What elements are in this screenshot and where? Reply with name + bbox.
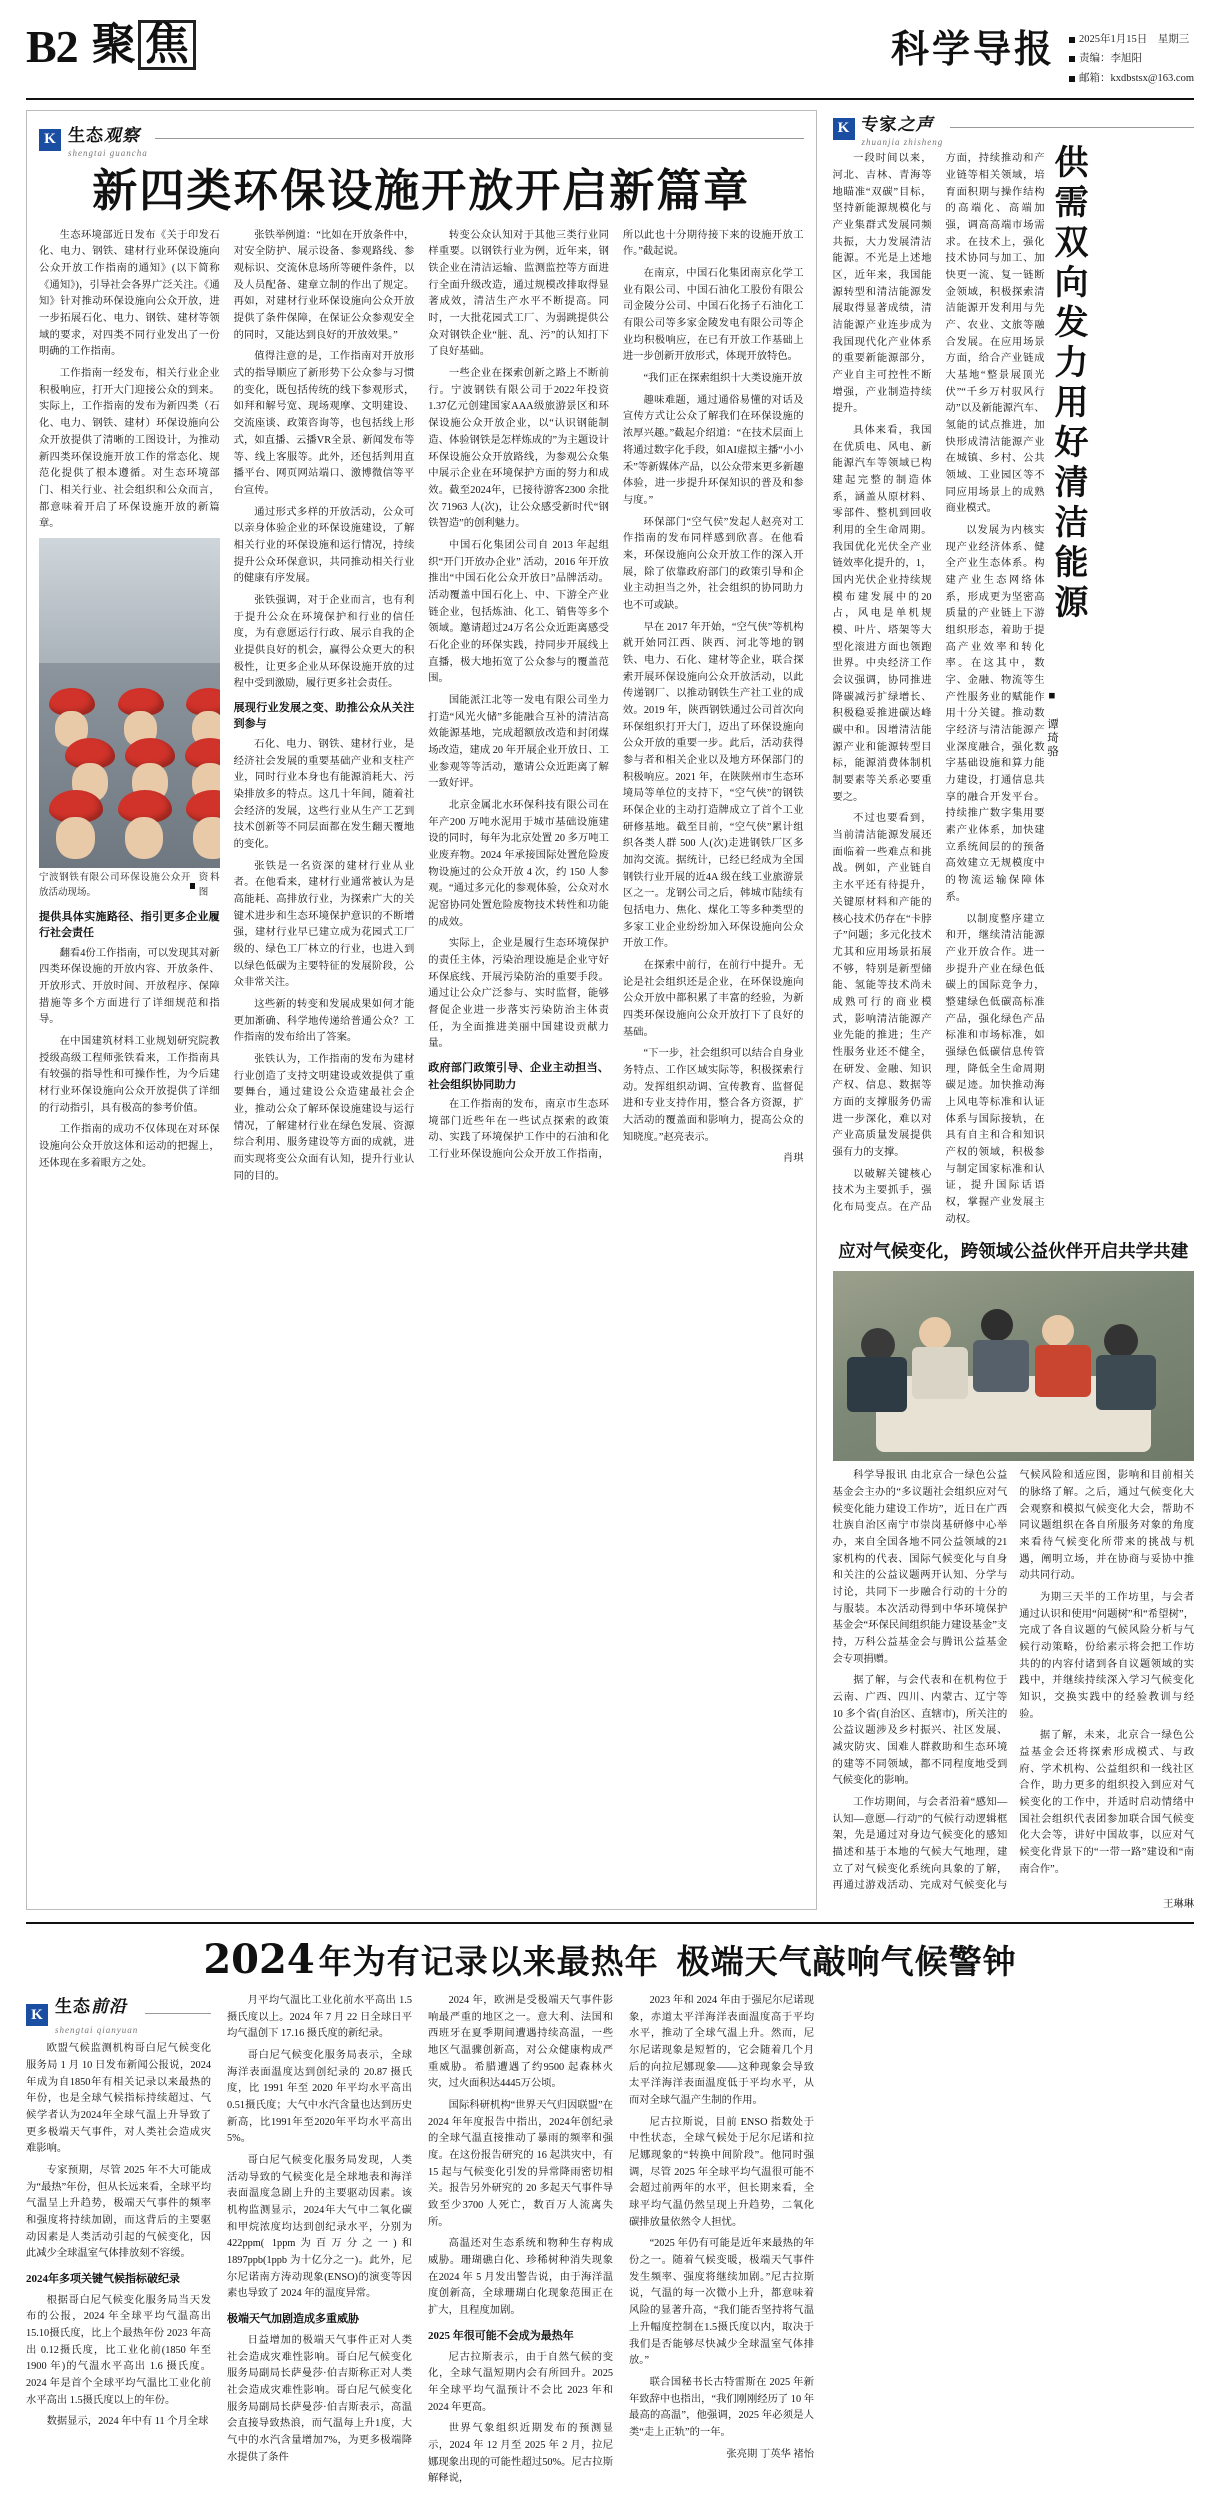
article-flow bbox=[39, 228, 804, 1186]
article-paragraph: 具体来看，我国在优质电、风电、新能源汽车等领域已构建起完整的制造体系，涵盖从原材料、零部件、整机到回收利用的全生命周期。我国优化光伏全产业链效率化提升的，1，国内光伏企业持续规模布建发展中的20占，风电是单机规模、叶片、塔架等大型化滚进方面也领跑世界。中央经济工作会议强调，协同推进降碳减污扩绿增长、积极稳妥推进碳达峰碳中和。因增清洁能源产业和能源转型目标，能源消费体制机制要素等关系必要重要之。 bbox=[832, 425, 932, 803]
person-face bbox=[125, 817, 164, 859]
article-paragraph: 张铁举例道：“比如在开放条件中，对安全防护、展示设备、参观路线、参观标识、交流休息场所等硬件条件，以及人员配备、建章立制的作出了规定。再如，对建材行业环保设施向公众开放提供了条件保障，在保证公众参观安全的同时，又能达到良好的开放效果。” bbox=[233, 229, 415, 341]
badge-label: 专家之声 bbox=[861, 115, 934, 135]
article-paragraph: 尼古拉斯表示，由于自然气候的变化，全球气温短期内会有所回升。2025 年全球平均气温预计不会比 2023 年和 2024 年更高。 bbox=[428, 2351, 613, 2413]
article-paragraph: 为期三天半的工作坊里，与会者通过认识和使用“问题树”和“希望树”，完成了各自议题的气候风险分析与气候行动策略，份给素示将会把工作坊共的的内容付诸到各自议题领域的实践中，并继续持续深入学习气候变化知识，交换实践中的经验教训与经验。 bbox=[1019, 1591, 1194, 1720]
article-paragraph: 据了解，未来，北京合一绿色公益基金会还将探索形成模式、与政府、学术机构、公益组织和一线社区合作，助力更多的组织投入到应对气候变化的工作中，并适时启动情绪中国社会组织代表团参加联合国气候变化大会等，讲好中国故事，以应对气候变化背景下的“一带一路”建设和“南南合作”。 bbox=[1019, 1730, 1194, 1875]
column-badge-ecology bbox=[39, 121, 804, 158]
bullet-icon bbox=[1069, 76, 1075, 82]
article-paragraph: 环保部门“空气侯”发起人赵亮对工作指南的发布同样感到欣喜。在他看来，环保设施向公众开放工作的深入开展，除了依靠政府部门的政策引导和企业主动担当之外，社会组织的协同助力也不可或缺。 bbox=[622, 516, 804, 611]
person-face bbox=[193, 817, 219, 859]
article-paragraph: “我们正在探索组织十大类设施开放 bbox=[643, 373, 803, 385]
article-paragraph: 据了解，与会代表和在机构位于云南、广西、四川、内蒙古、辽宁等 10 多个省(自治区、直辖市)，所关注的公益议题涉及乡村振兴、社区发展、减灾防灾、国难人群救助和生态环境的建等不同领域，都不同程度地受到气候变化的影响。 bbox=[832, 1675, 1008, 1787]
article-subheading: 提供具体实施路径、指引更多企业履行社会责任 bbox=[39, 910, 220, 940]
article-paragraph: 北京金属北水环保科技有限公司在年产200 万吨水泥用于城市基础设施建设的同时，每年为北京处置 20 多万吨工业废弃物。2024 年承接国际处置危险废物设施过的公众开放 4 次，约 150 人参观。“通过多元化的参观体验，公众对水泥窑协同处置危险废物技术转性和功能的成效。 bbox=[428, 799, 609, 928]
article-byline: 肖琪 bbox=[782, 1153, 804, 1165]
column-badge-expert bbox=[833, 110, 1195, 147]
article-paragraph: 张铁强调，对于企业而言，也有利于提升公众在环境保护和行业的信任度，为有意愿运行行政、展示自我的企业提供良好的机会，赢得公众更大的积极性，让更多企业从环保设施开放的过程中受到激励，履行更多社会责任。 bbox=[233, 594, 415, 690]
bottom-col-5 bbox=[830, 1993, 1194, 2493]
section-char-2: 焦 bbox=[138, 20, 196, 70]
article-paragraph: 这些新的转变和发展成果如何才能更加渐确、科学地传递给普通公众？工作指南的发布给出了答案。 bbox=[233, 998, 415, 1044]
bottom-headline-part1: 年为有记录以来最热年 bbox=[318, 1942, 659, 1982]
bottom-sign: 张亮期 丁英华 褚怡 bbox=[726, 2448, 814, 2460]
badge-k-icon: K bbox=[26, 2004, 48, 2026]
badge-rule bbox=[155, 138, 804, 139]
article-paragraph: 一段时间以来，河北、吉林、青海等地瞄准“双碳”目标，坚持新能源规模化与产业集群式发展同频共振，大力发展清洁能源。不光是上述地区，近年来，我国能源转型和清洁能源发展取得显著成绩，清洁能源产业连步成为我国现代化产业体系的重要新能源部分，产业自主可控性不断增强，产业制造持续提升。 bbox=[832, 153, 932, 415]
article-subheading: 极端天气加剧造成多重威胁 bbox=[227, 2313, 359, 2326]
figure-caption: 宁波钢铁有限公司环保设施公众开放活动现场。 bbox=[39, 872, 191, 899]
article-subheading: 2024年多项关键气候指标破纪录 bbox=[26, 2272, 180, 2285]
section-char-1: 聚 bbox=[91, 19, 136, 70]
article-paragraph: 高温还对生态系统和物种生存构成威胁。珊瑚礁白化、珍稀树种消失现象在2024 年 5 月发出警告说，由于海洋温度创新高，全球珊瑚白化现象范围正在扩大，且程度加剧。 bbox=[428, 2238, 613, 2317]
article-paragraph: 趣味难题，通过通俗易懂的对话及宣传方式让公众了解我们在环保设施的浓厚兴趣。”截起介绍道：“在技术层面上将通过数字化手段，如AI虚拟主播“小小禾”等新媒体产品，以公众带来更多新趣体验，进一步提升环保知识的普及和参与度。” bbox=[622, 394, 804, 506]
article-paragraph: 日益增加的极端天气事件正对人类社会造成灾难性影响。哥白尼气候变化服务局副局长萨曼莎·伯吉斯称正对人类社会造成灾难性影响。哥白尼气候变化服务局副局长萨曼莎·伯吉斯表示，高温会直接导致热浪，而气温每上升1度，大气中的水汽含量增加7%，为更多极端降水提供了条件 bbox=[227, 2334, 412, 2463]
article-paragraph: 哥白尼气候变化服务局表示，全球海洋表面温度达到创纪录的 20.87 摄氏度，比 1991 年至 2020 年平均水平高出0.51摄氏度；大气中水汽含量也达到历史新高，比1991年至2020年平均水平高出5%。 bbox=[227, 2050, 412, 2145]
article-subheading: 展现行业发展之变、助推公众从关注到参与 bbox=[233, 701, 415, 731]
bottom-section bbox=[26, 1993, 1194, 2493]
vertical-headline: 供需双向发力用好清洁能源 bbox=[1048, 144, 1088, 625]
masthead-rule bbox=[26, 98, 1194, 100]
issue-date: 2025年1月15日 星期三 bbox=[1079, 34, 1190, 45]
bottom-col-3 bbox=[428, 1993, 613, 2493]
main-article bbox=[26, 110, 817, 1910]
expert-column bbox=[833, 110, 1195, 1910]
badge-pinyin: shengtai guancha bbox=[68, 148, 148, 159]
article-figure bbox=[39, 538, 220, 902]
top-section bbox=[26, 110, 1194, 1910]
article-paragraph: 张铁是一名资深的建材行业从业者。在他看来，建材行业通常被认为是高能耗、高排放行业，为探索广大的关键术进步和生态环境保护意识的不断增强，建材行业早已建立成为花园式工厂级的、绿色工厂林立的行业，也进入到以绿色低碳为主要特征的发展阶段，公众非常关注。 bbox=[233, 860, 415, 989]
article-paragraph: 在中国建筑材料工业规划研究院教授级高级工程师张铁看来，工作指南具有较强的指导性和可操作性，为今后建材行业环保设施向公众开放提供了详细的行动指引，具有极高的参考价值。 bbox=[39, 1035, 220, 1114]
masthead-meta bbox=[1069, 20, 1194, 88]
article-paragraph: 实际上，企业是履行生态环境保护的责任主体，污染治理设施是企业守好环保底线、开展污染防治的重要手段。通过让公众广泛参与、实时监督，能够督促企业进一步落实污染防治主体责任，为全面推进美丽中国建设贡献力量。 bbox=[428, 938, 609, 1050]
paper-title: 科学导报 bbox=[891, 26, 1056, 71]
sub-article-sign: 王琳琳 bbox=[1163, 1899, 1194, 1911]
article-subheading: 2025 年很可能不会成为最热年 bbox=[428, 2329, 574, 2342]
article-paragraph: 2024 年，欧洲是受极端天气事件影响最严重的地区之一。意大利、法国和西班牙在夏季期间遭遇持续高温，一些地区气温骤创新高，对公众健康构成严重威胁。希腊遭遇了约9500 起森林火灾，过火面积达4445万公顷。 bbox=[428, 1995, 613, 2090]
page-number: B2 bbox=[26, 21, 78, 72]
article-paragraph: 以发展为内核实现产业经济体系、健全产业生态体系。构建产业生态网络体系，形成更为坚密高质量的产业链上下游组织形态，着助于提高产业效率和转化率。在这其中，数字、金融、物流等生产性服务业的赋能作用十分关键。推动数字经济与清洁能源产业深度融合，强化数字基础设施和算力能力建设，打通信息共享的融合开发平台。持续推广数字集用要素产业体系，加快建立系统间层的的预备高效建立无规模度中的物流运输保障体系。 bbox=[945, 525, 1045, 903]
article-paragraph: 翻看4份工作指南，可以发现其对新四类环保设施的开放内容、开放条件、开放形式、开放时间、开放程序、保障措施等多个方面进行了详细规范和指导。 bbox=[39, 947, 220, 1026]
badge-label: 生态前沿 bbox=[55, 1997, 127, 2017]
article-paragraph: 以制度整序建立和开，继续清洁能源产业开放合作。进一步提升产业在绿色低碳上的国际竞争力，整建绿色低碳高标准产品，强化绿色产品标准和市场标准，如强绿色低碳信息传管理，降低全生命周期碳足迹。加快推动海上风电等标准和认证体系与国际接轨，在具有自主和合和知识产权的领域，积极参与制定国家标准和认证，提升国际话语权，掌握产业发展主动权。 bbox=[945, 913, 1045, 1225]
article-paragraph: 张铁认为，工作指南的发布为建材行业创造了支持文明建设或效提供了重要舞台，通过建设公众造建最社会企业，推动公众了解环保设施建设与运行情况，了解建材行业在绿色发展、资源综合利用、服务建设等方面的成就，进而实现将变公众面有认知，提升行业认同的目的。 bbox=[233, 1054, 415, 1182]
article-paragraph: 工作指南一经发布，相关行业企业积极响应，打开大门迎接公众的到来。实际上，工作指南的发布为新四类（石化、电力、钢铁、建材）环保设施向公众开放提供了清晰的工图设计，为推动新四类环保设施开放工作的常态化、规范化提供了根本遵循。对生态环境部门、相关行业、社会组织和公众而言，都意味着开启了环保设施开放的新篇章。 bbox=[39, 368, 220, 530]
article-paragraph: 不过也要看到，当前清洁能源发展还面临着一些难点和挑战。例如，产业链自主水平还有待提升，关键原材料和产能的核心技术仍存在“卡脖子”问题；多元化技术尤其和应用场景拓展不够，特别是新型储能、氢能等技术尚未成熟可行的商业模式，影响清洁能源产业先能的推进；生产性服务业还不健全，在研发、金融、知识产权、信息、数据等方面的支撑服务仍需进一步深化，难以对产业高质量发展提供强有力的支撑。 bbox=[832, 813, 932, 1158]
article-paragraph: 工作指南的成功不仅体现在对环保设施向公众开放这体和运动的把握上，还体现在多着眼方之处。 bbox=[39, 1124, 220, 1169]
masthead-right bbox=[891, 20, 1194, 88]
open-day-photo bbox=[39, 538, 220, 868]
badge-k-icon: K bbox=[833, 118, 855, 140]
article-paragraph: 科学导报讯 由北京合一绿色公益基金会主办的“多议题社会组织应对气候变化能力建设工作坊”，近日在广西壮族自治区南宁市崇岗基研修中心举办，来自全国各地不同公益领域的21家机构的代表、国际气候变化与自身和关注的公益议题两开认知、分学与讨论，共同下一步融合行动的十分的与服装。本次活动得到中华环境保护基金会“环保民间组织能力建设基金”支持，万科公益基金会与腾讯公益基金会专项捐赠。 bbox=[832, 1470, 1008, 1665]
article-paragraph: 国际科研机构“世界天气归因联盟”在2024 年年度报告中指出，2024年创纪录的全球气温直接推动了暴雨的频率和强度。在这份报告研究的 16 起洪灾中，有 15 起与气候变化引发的异常降雨密切相关。报告另外研究的 20 多起天气事件导致至少3700 人死亡，数百万人流离失所。 bbox=[428, 2100, 613, 2228]
badge-label: 生态观察 bbox=[68, 126, 140, 146]
bottom-col-2 bbox=[227, 1993, 412, 2493]
badge-pinyin: shengtai qianyuan bbox=[55, 2024, 139, 2035]
article-paragraph: 转变公众认知对于其他三类行业同样重要。以钢铁行业为例，近年来，钢铁企业在清洁运输、监测监控等方面进行全面升级改造，通过规模改排取得显著成效，清洁生产水平不断提高。同时，一大批花园式工厂、为弱跳提供公众对钢铁企业“脏、乱、污”的认知打下了良好基础。 bbox=[428, 229, 609, 358]
person-face bbox=[56, 817, 95, 859]
bottom-col-1 bbox=[26, 1993, 211, 2493]
bullet-icon bbox=[1069, 37, 1075, 43]
article-paragraph: “2025 年仍有可能是近年来最热的年份之一。随着气候变暖，极端天气事件发生频率、强度将继续加剧。”尼古拉斯说，气温的每一次微小上升，都意味着风险的显著升高，“我们能否坚持将气温上升幅度控制在1.5摄氏度以内，取决于我们是否能够尽快减少全球温室气体排放。” bbox=[629, 2238, 814, 2367]
badge-rule bbox=[145, 2013, 211, 2014]
article-paragraph: 尼古拉斯说，目前 ENSO 指数处于中性状态，全球气候处于尼尔尼诺和拉尼娜现象的“转换中间阶段”。他同时强调，尽管 2025 年全球平均气温很可能不会超过前两年的水平，但长期来看，全球平均气温仍然呈现上升趋势，二氧化碳排放量依然令人担忧。 bbox=[629, 2116, 814, 2228]
figure-caption-row bbox=[39, 868, 220, 902]
vertical-headline-wrap bbox=[1044, 144, 1194, 759]
workshop-photo bbox=[833, 1271, 1195, 1461]
bottom-headline-year: 2024 bbox=[203, 1936, 315, 1984]
article-paragraph: 通过形式多样的开放活动，公众可以亲身体验企业的环保设施建设，了解相关行业的环保设施和运行情况，持续提升公众环保意识，共同推动相关行业的健康有序发展。 bbox=[233, 506, 415, 585]
article-paragraph: 数据显示，2024 年中有 11 个月全球 bbox=[46, 2416, 209, 2428]
article-paragraph: 工作坊期间，与会者沿着“感知—认知—意愿—行动”的气候行动逻辑框架，先是通过对身边气候变化的感知描述和基于本地的气候大气地理，建立了对气候变化系统向具象的了解，再通过游戏活动、完成对气候变化与气候风险和适应图，影响和目前相关的脉络了解。之后，通过气候变化大会观察和模拟气候变化大会，帮助不同议题组织在各自所服务对象的角度来看待气候变化所带来的挑战与机遇，阐明立场，并在协商与妥协中推动共同行动。 bbox=[832, 1470, 1194, 1892]
article-paragraph: 以破解关键核心技术为主要抓手，强化布局变点。在产品方面，持续推动和产业链等相关领域，培育面积期与操作结构的高端化、高端加强，调高高端市场需求。在技术上，强化技术协同与加工、加快更一流、复一链断金领域，积极探索清洁能源开发利用与先产、农业、文旅等融合发展。在应用场景方面，给合产业链成大基地“整景展顶光伏”“千乡万村驭风行动”以及新能源汽车、氢能的试点推进，加快形成清洁能源产业在城镇、乡村、公共领域、工业园区等不同应用场景上的成熟商业模式。 bbox=[832, 153, 1045, 1213]
article-paragraph: 哥白尼气候变化服务局发现，人类活动导致的气候变化是全球地表和海洋表面温度急剧上升的主要驱动因素。该机构监测显示，2024年大气中二氧化碳和甲烷浓度均达到创纪录水平，分别为 422ppm( 1ppm为百万分之一)和 1897ppb(1ppb 为十亿分之一)。此外，尼尔尼诺南方涛动现象(ENSO)的演变等因素也导致了 2024 年的温度异常。 bbox=[227, 2155, 412, 2300]
column-badge-frontier bbox=[26, 1993, 211, 2037]
figure-credit: 资料图 bbox=[198, 872, 220, 899]
editor: 责编：李旭阳 bbox=[1079, 53, 1143, 65]
article-paragraph: “下一步，社会组织可以结合自身业务特点、工作区域实际等，积极探索行动。发挥组织动调、宣传教育、监督促进和专业支持作用，整合各方资源，扩大活动的覆盖面和影响力，提高公众的知晓度。”赵亮表示。 bbox=[622, 1048, 804, 1143]
badge-rule bbox=[950, 127, 1194, 128]
article-paragraph: 石化、电力、钢铁、建材行业，是经济社会发展的重要基础产业和支柱产业，同时行业本身也有能源消耗大、污染排放多的特点。这几十年间，随着社会经济的发展，这些行业从生产工艺到技术创新等不同层面都在发生翻天覆地的变化。 bbox=[233, 738, 415, 850]
article-paragraph: 在探索中前行，在前行中提升。无论是社会组织还是企业，在环保设施向公众开放中都积累了丰富的经验，为新四类环保设施向公众开放打下了良好的基础。 bbox=[622, 959, 804, 1038]
article-paragraph: 生态环境部近日发布《关于印发石化、电力、钢铁、建材行业环保设施向公众开放工作指南的通知》(以下简称《通知》)，引导社会各界广泛关注。《通知》针对推动环保设施向公众开放，进一步拓展石化、电力、钢铁、建材等领域的要求，对四类不同行业发出了一份明确的工作指南。 bbox=[39, 229, 220, 358]
article-paragraph: 月平均气温比工业化前水平高出 1.5 摄氏度以上。2024 年 7 月 22 日全球日平均气温创下 17.16 摄氏度的新纪录。 bbox=[227, 1995, 412, 2040]
article-paragraph: 欧盟气候监测机构哥白尼气候变化服务局 1 月 10 日发布新闻公报说，2024 年成为自1850年有相关记录以来最热的年份，也是全球气候指标持续超过、气候学者认为2024年全球气温上升导致了更多极端天气事件，对人类社会造成灾难影响。 bbox=[26, 2043, 211, 2155]
sub-article-body bbox=[833, 1468, 1195, 1895]
article-paragraph: 国能派江北等一发电有限公司坐力打造“风光火储”多能融合互补的清洁高效能源基地，完成超额放改造和封闭煤场改造，建成 20 年开展企业开放日、工业参观等等活动，邀请公众近距离了解一致好评。 bbox=[428, 694, 609, 790]
article-paragraph: 联合国秘书长古特雷斯在 2025 年新年致辞中也指出，“我们刚刚经历了 10 年最高的高温”，他强调，2025 年必须是人类“走上正轨”的一年。 bbox=[629, 2376, 814, 2438]
bullet-icon bbox=[1069, 56, 1075, 62]
article-paragraph: 早在 2017 年开始，“空气侠”等机构就开始同江西、陕西、河北等地的钢铁、电力、石化、建材等企业，联合探索开展环保设施向公众开放活动，以此传递钢厂、以推动钢铁生产社工业的成效。2019 年，陕西钢铁通过公司首次向环保组织打开大门，迈出了环保设施向公众开放的重要一步。此后，活动获得参与者和相关企业以及地方环保部门的积极响应。2021 年，在陕陕州市生态环境局等单位的支持下，“空气侠”的钢铁环保企业的主动打造牌成立了首个工业研修基地。截至目前，“空气侠”累计组织各类人群 500 人(次)走进钢铁厂区多加沟交流。据统计，已经已经成为全国钢铁行业开展的近4A 级在线工业旅游景区之一。龙钢公司之后，韩城市陆续有包括电力、焦化、煤化工等多种类型的多家工业企业纷纷加入环保设施向公众开放工作。 bbox=[622, 621, 804, 950]
article-paragraph: 世界气象组织近期发布的预测显示，2024 年 12 月至 2025 年 2 月，拉尼娜现象出现的可能性超过50%。尼古拉斯解释说， bbox=[428, 2423, 613, 2485]
article-paragraph: 2023 年和 2024 年由于强尼尔尼诺现象，赤道太平洋海洋表面温度高于平均水平，推动了全球气温上升。然而，尼尔尼诺现象是短暂的，它会随着几个月后的向拉尼娜现象——这种现象会导致太平洋海洋表面温度低于平均水平，从而对全球气温产生制的作用。 bbox=[629, 1995, 814, 2107]
article-paragraph: 一些企业在探索创新之路上不断前行。宁波钢铁有限公司于2022年投资1.37亿元创建国家AAA级旅游景区和环保设施公众开放企业，以“认识钢能制造、体验钢铁是怎样炼成的”为主题设计环保设施公众开放路线，为参观公众集中展示企业在环境保护方面的努力和成效。截至2024年，已接待游客2300 余批次 71963 人(次)，让公众感受新时代“钢铁智造”的创利魅力。 bbox=[428, 368, 609, 530]
article-paragraph: 中国石化集团公司自 2013 年起组织“开门开放办企业” 活动，2016 年开放推出“中国石化公众开放日”品牌活动。活动覆盖中国石化上、中、下游全产业链企业，包括炼油、化工、销售等多个领域。邀请超过24万名公众近距离感受石化企业的环保实践，持同步开展线上直播，极大地拓宽了公众参与的覆盖范围。 bbox=[428, 539, 609, 685]
expert-body bbox=[833, 151, 1045, 1228]
figure-credit-row bbox=[190, 871, 219, 902]
article-paragraph: 专家预期，尽管 2025 年不大可能成为“最热”年份，但从长远来看，全球平均气温呈上升趋势，极端天气事件的频率和强度将持续加剧，而这背后的主要驱动因素是人类活动引起的气候变化，因此减少全球温室气体排放刻不容缓。 bbox=[26, 2164, 211, 2260]
bottom-headline bbox=[26, 1936, 1194, 1983]
vertical-author: ■ 谭琦骆 bbox=[1046, 690, 1058, 759]
bottom-col-4 bbox=[629, 1993, 814, 2493]
article-paragraph: 在南京，中国石化集团南京化学工业有限公司、中国石油化工股份有限公司金陵分公司、中国石化扬子石油化工有限公司等多家金陵发电有限公司等企业均积极响应，在已有开放工作基础上进一步创新开放形式，体现开放特色。 bbox=[622, 268, 804, 363]
article-paragraph: 根据哥白尼气候变化服务局当天发布的公报，2024 年全球平均气温高出 15.10摄氏度，比上个最热年份 2023 年高出 0.12摄氏度，比工业化前(1850 年至 1900 年)的气温水平高出 1.6 摄氏度。2024 年是首个全球平均气温比工业化前水平高出 1.5摄氏度以上的年份。 bbox=[26, 2294, 211, 2406]
article-paragraph: 在工作指南的发布，南京市生态环境部门近些年在一些试点探索的政策动、实践了环境保护工作中的石油和化工行业环保设施向公众开放工作指南，所以此也十分期待接下来的设施开放工作。”截起说。 bbox=[428, 229, 804, 1161]
sub-article-headline: 应对气候变化，跨领域公益伙伴开启共学共建 bbox=[838, 1242, 1189, 1263]
section-logo bbox=[92, 20, 196, 70]
article-body bbox=[39, 228, 804, 1186]
bottom-headline-part2: 极端天气敲响气候警钟 bbox=[676, 1942, 1017, 1982]
bottom-divider bbox=[26, 1922, 1194, 1924]
masthead-left bbox=[26, 20, 196, 70]
email: 邮箱：kxdbstsx@163.com bbox=[1079, 72, 1194, 84]
badge-pinyin: zhuanjia zhisheng bbox=[861, 137, 944, 148]
masthead bbox=[26, 20, 1194, 94]
badge-k-icon: K bbox=[39, 129, 61, 151]
article-subheading: 政府部门政策引导、企业主动担当、社会组织协同助力 bbox=[428, 1062, 609, 1091]
article-headline: 新四类环保设施开放开启新篇章 bbox=[92, 164, 751, 218]
article-paragraph: 值得注意的是，工作指南对开放形式的指导顺应了新形势下公众参与习惯的变化，既包括传统的线下参观形式，如拜和解号宽、现场观摩、文明建设、交流座谈、政策咨询等，也包括线上形式，如直播、云播VR全景、新闻发布等等、线上客服等。此外，还包括判用直播平台、网页网站端口、激博微信等平台宣传。 bbox=[233, 351, 415, 496]
